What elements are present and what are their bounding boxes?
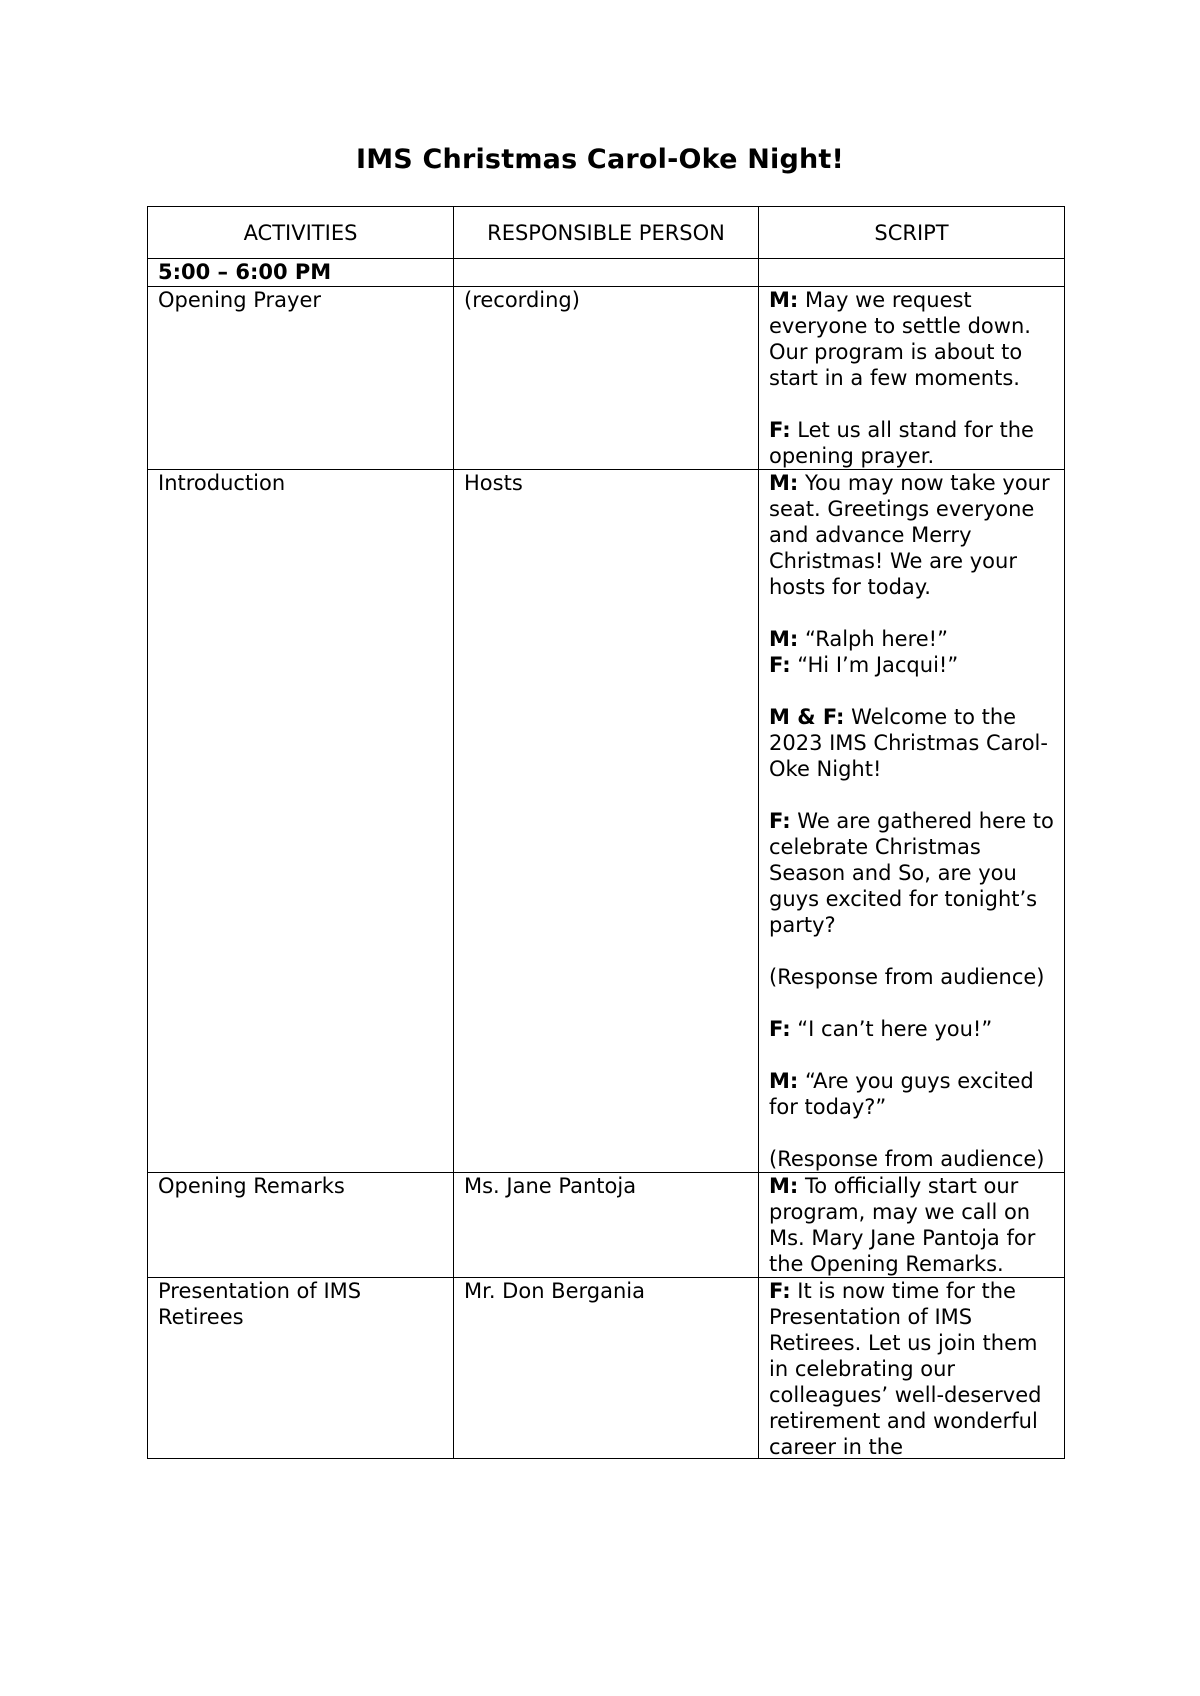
activity-cell: Presentation of IMS Retirees	[148, 1278, 454, 1459]
header-activities: ACTIVITIES	[148, 207, 454, 259]
script-text: (Response from audience)	[769, 965, 1045, 989]
person-cell: Ms. Jane Pantoja	[454, 1173, 759, 1278]
document-title: IMS Christmas Carol-Oke Night!	[355, 144, 845, 175]
script-text: Let us all stand for the opening prayer.	[769, 418, 1034, 468]
table-header-row	[148, 207, 1065, 259]
script-line	[769, 287, 1054, 391]
time-block-row	[148, 259, 1065, 287]
table-row	[148, 1278, 1065, 1459]
activity-cell: Opening Remarks	[148, 1173, 454, 1278]
time-block-cell	[148, 259, 454, 287]
script-text: “Hi I’m Jacqui!”	[790, 653, 959, 677]
script-line	[769, 964, 1054, 990]
header-responsible-person: RESPONSIBLE PERSON	[454, 207, 759, 259]
activity-cell: Opening Prayer	[148, 287, 454, 470]
script-line	[769, 1278, 1054, 1458]
script-line	[769, 1068, 1054, 1120]
script-cell	[759, 287, 1065, 470]
speaker-label: M:	[769, 1069, 799, 1093]
speaker-label: M:	[769, 627, 799, 651]
person-cell: (recording)	[454, 287, 759, 470]
speaker-label: F:	[769, 809, 791, 833]
script-line	[769, 470, 1054, 600]
speaker-label: M:	[769, 471, 799, 495]
script-text: It is now time for the Presentation of IMS Retirees. Let us join them in celebrating our colleagues’ well-deserved retirement and wonderful career in the	[769, 1279, 1042, 1458]
script-cell	[759, 1173, 1065, 1278]
script-line	[769, 808, 1054, 938]
script-line	[769, 417, 1054, 469]
script-clip	[769, 1278, 1054, 1458]
speaker-label: M:	[769, 1174, 799, 1198]
script-text: “Are you guys excited for today?”	[769, 1069, 1034, 1119]
speaker-label: F:	[769, 418, 791, 442]
script-text: “Ralph here!”	[798, 627, 948, 651]
script-line	[769, 1173, 1054, 1277]
script-text: We are gathered here to celebrate Christmas Season and So, are you guys excited for tonight’s party?	[769, 809, 1054, 937]
table-row	[148, 287, 1065, 470]
time-block-label: 5:00 – 6:00 PM	[158, 260, 332, 284]
program-schedule-table	[147, 206, 1065, 1459]
script-text: You may now take your seat. Greetings everyone and advance Merry Christmas! We are your hosts for today.	[769, 471, 1050, 599]
script-text: Welcome to the 2023 IMS Christmas Carol-Oke Night!	[769, 705, 1048, 781]
speaker-label: F:	[769, 653, 791, 677]
empty-cell	[759, 259, 1065, 287]
script-text: “I can’t here you!”	[790, 1017, 993, 1041]
activity-cell: Introduction	[148, 470, 454, 1173]
script-line	[769, 704, 1054, 782]
person-cell: Mr. Don Bergania	[454, 1278, 759, 1459]
script-text: May we request everyone to settle down. Our program is about to start in a few moments.	[769, 288, 1031, 390]
speaker-label: M & F:	[769, 705, 845, 729]
empty-cell	[454, 259, 759, 287]
speaker-label: F:	[769, 1279, 791, 1303]
table-row	[148, 470, 1065, 1173]
script-line	[769, 626, 1054, 678]
header-script: SCRIPT	[759, 207, 1065, 259]
script-line	[769, 1146, 1054, 1172]
speaker-label: F:	[769, 1017, 791, 1041]
script-line	[769, 1016, 1054, 1042]
person-cell: Hosts	[454, 470, 759, 1173]
table-row	[148, 1173, 1065, 1278]
script-text: (Response from audience)	[769, 1147, 1045, 1171]
script-cell	[759, 1278, 1065, 1459]
script-cell	[759, 470, 1065, 1173]
script-text: To officially start our program, may we call on Ms. Mary Jane Pantoja for the Opening Remarks.	[769, 1174, 1036, 1276]
speaker-label: M:	[769, 288, 799, 312]
